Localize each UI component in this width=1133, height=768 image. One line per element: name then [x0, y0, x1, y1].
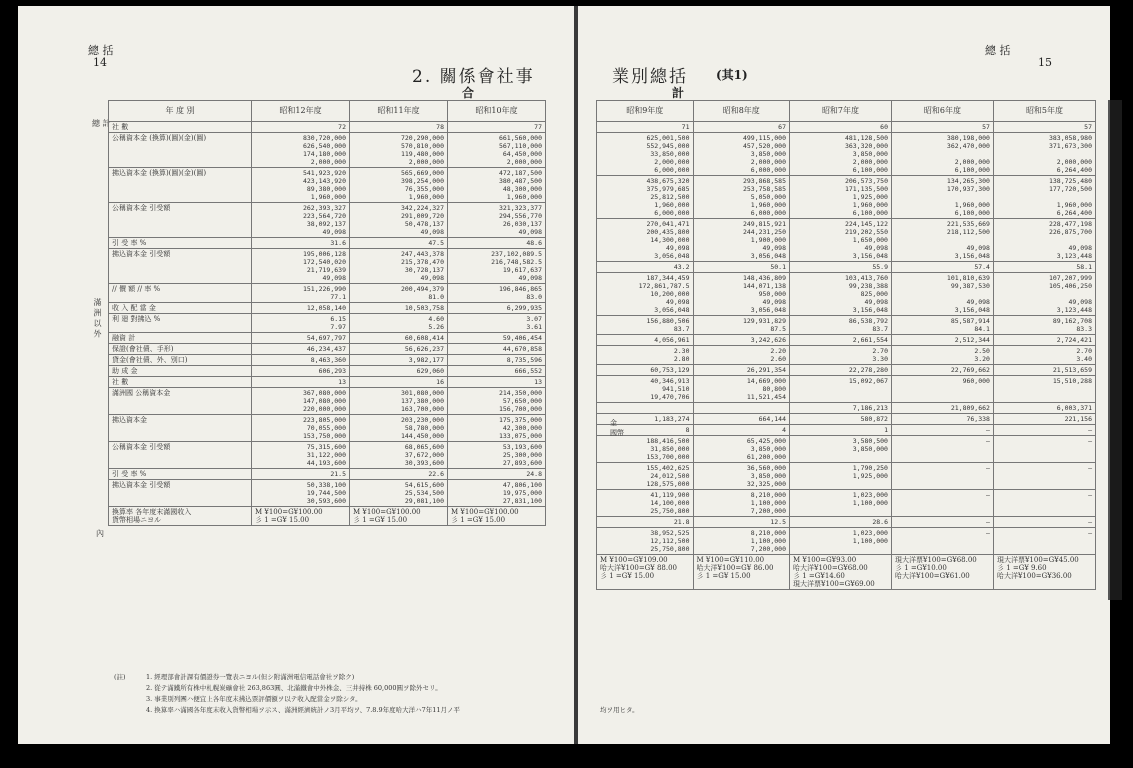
table-cell: 148,436,809 144,071,138 950,000 49,098 3,056,048 — [693, 273, 790, 316]
col-header: 昭和9年度 — [597, 101, 694, 122]
col-header: 昭和12年度 — [252, 101, 350, 122]
table-cell: — — [891, 463, 993, 490]
table-cell: 472,187,500 380,487,500 48,300,000 1,960,000 — [448, 168, 546, 203]
row-label: 拂込資本金 (換算)(圓)(金)(圓) — [109, 168, 252, 203]
table-cell: 155,402,625 24,012,500 128,575,000 — [597, 463, 694, 490]
table-cell: — — [993, 436, 1095, 463]
note-item: 1. 經理部會計課有價證券一覽表ニヨル(但シ附滿洲電信電話會社ヲ除ク) — [146, 673, 355, 681]
exchange-value: M ¥100=G¥100.00 彡 1 =G¥ 15.00 — [350, 507, 448, 526]
exchange-value: 現大洋票¥100=G¥45.00 彡 1 =G¥ 9.60 哈大洋¥100=G¥36.00 — [993, 555, 1095, 590]
table-cell: 15,510,288 — [993, 376, 1095, 403]
subtitle-left: 合 — [462, 86, 475, 100]
table-cell: 86,538,792 83.7 — [790, 316, 892, 335]
table-cell: 75,315,600 31,122,000 44,193,600 — [252, 442, 350, 469]
table-cell: 301,080,000 137,380,000 163,700,000 — [350, 388, 448, 415]
title-right: 業別總括 — [612, 67, 688, 87]
table-cell: 21,809,662 — [891, 403, 993, 414]
table-cell: 2.70 3.30 — [790, 346, 892, 365]
table-row — [109, 333, 546, 344]
title-part: (其1) — [716, 68, 748, 82]
exchange-value: M ¥100=G¥93.00 哈大洋¥100=G¥68.00 彡 1 =G¥14.60 現大洋票¥100=G¥69.00 — [790, 555, 892, 590]
table-row — [597, 365, 1096, 376]
table-cell — [693, 403, 790, 414]
left-table — [108, 100, 546, 526]
table-cell: 8,735,596 — [448, 355, 546, 366]
table-cell: 175,375,000 42,300,000 133,075,000 — [448, 415, 546, 442]
table-cell: 50,338,100 19,744,500 30,593,600 — [252, 480, 350, 507]
table-cell: 50.1 — [693, 262, 790, 273]
table-cell: 46,234,437 — [252, 344, 350, 355]
table-row — [109, 122, 546, 133]
table-cell: — — [993, 517, 1095, 528]
table-row — [597, 316, 1096, 335]
table-cell: 28.6 — [790, 517, 892, 528]
table-cell: 44,670,858 — [448, 344, 546, 355]
table-row — [597, 528, 1096, 555]
table-cell: 60,753,129 — [597, 365, 694, 376]
left-table-header — [109, 101, 546, 122]
table-row — [597, 517, 1096, 528]
table-cell: 8 — [597, 425, 694, 436]
row-label: 保證(會社債、手形) — [109, 344, 252, 355]
table-cell: 60 — [790, 122, 892, 133]
table-cell: 59,406,454 — [448, 333, 546, 344]
table-cell: 10,503,758 — [350, 303, 448, 314]
table-cell: 2,724,421 — [993, 335, 1095, 346]
side-label-total: 總 計 — [92, 119, 111, 128]
row-label: 拂込資本金 — [109, 415, 252, 442]
row-label: 社 數 — [109, 122, 252, 133]
table-row — [597, 376, 1096, 403]
table-cell: 8,463,360 — [252, 355, 350, 366]
table-cell: 187,344,459 172,861,787.5 10,200,000 49,098 3,056,048 — [597, 273, 694, 316]
row-label: 融資 計 — [109, 333, 252, 344]
row-label: 引 受 率 % — [109, 238, 252, 249]
table-cell: 72 — [252, 122, 350, 133]
note-item: 4. 換算率ハ滿國各年度末收入貨幣相場ヲ示ス、滿洲經濟統計ノ3月平均ヲ、7.8.9年度哈大洋ハ7年11月ノ平 — [146, 706, 461, 714]
table-cell: 12.5 — [693, 517, 790, 528]
table-cell: 380,198,000 362,470,000 2,000,000 6,100,000 — [891, 133, 993, 176]
exchange-value: M ¥100=G¥100.00 彡 1 =G¥ 15.00 — [252, 507, 350, 526]
row-label: 公稱資本金 (換算)(圓)(金)(圓) — [109, 133, 252, 168]
year-header-label: 年 度 別 — [109, 101, 252, 122]
col-header: 昭和11年度 — [350, 101, 448, 122]
table-row — [597, 463, 1096, 490]
table-cell: 3.07 3.61 — [448, 314, 546, 333]
table-row — [109, 366, 546, 377]
table-cell: 77 — [448, 122, 546, 133]
table-row — [597, 273, 1096, 316]
left-page-number: 14 — [93, 56, 107, 69]
exchange-row — [597, 555, 1096, 590]
row-label: 公稱資本金 引受額 — [109, 203, 252, 238]
table-cell: 13 — [448, 377, 546, 388]
table-cell: 138,725,480 177,720,500 1,960,000 6,264,400 — [993, 176, 1095, 219]
note-item: 2. 從テ滿鐵所有株中札幌炭礦會社 263,863圓、北滿鐵會中外株金、三井持株 60,000圓ヲ除外セリ。 — [146, 684, 442, 692]
table-cell: 4.60 5.26 — [350, 314, 448, 333]
table-row — [109, 480, 546, 507]
table-cell: 262,393,327 223,564,720 38,092,137 49,098 — [252, 203, 350, 238]
table-cell: 2.30 2.80 — [597, 346, 694, 365]
table-cell: 14,669,000 80,800 11,521,454 — [693, 376, 790, 403]
table-cell: 76,338 — [891, 414, 993, 425]
table-cell: 223,805,000 70,055,000 153,750,000 — [252, 415, 350, 442]
table-cell — [597, 403, 694, 414]
table-cell: 89,162,708 83.3 — [993, 316, 1095, 335]
table-row — [109, 415, 546, 442]
table-cell: 321,323,377 294,556,770 26,030,137 49,098 — [448, 203, 546, 238]
table-cell: — — [993, 528, 1095, 555]
table-cell: 22.6 — [350, 469, 448, 480]
table-cell: 606,293 — [252, 366, 350, 377]
table-row — [109, 168, 546, 203]
exchange-desc — [109, 507, 252, 526]
left-table-body — [109, 122, 546, 507]
table-cell: 830,720,000 626,540,000 174,180,000 2,000,000 — [252, 133, 350, 168]
table-cell: 12,058,140 — [252, 303, 350, 314]
exchange-value: 現大洋票¥100=G¥68.00 彡 1 =G¥10.00 哈大洋¥100=G¥61.00 — [891, 555, 993, 590]
table-cell: 720,290,000 570,810,000 119,480,000 2,000,000 — [350, 133, 448, 168]
table-row — [597, 436, 1096, 463]
row-label: // 價 額 // 率 % — [109, 284, 252, 303]
table-row — [109, 303, 546, 314]
table-cell: 47.5 — [350, 238, 448, 249]
table-cell: 1,183,274 — [597, 414, 694, 425]
table-cell: — — [993, 425, 1095, 436]
table-cell: 151,226,990 77.1 — [252, 284, 350, 303]
table-cell: 188,416,500 31,850,000 153,700,000 — [597, 436, 694, 463]
title-left: 2. 關係會社事 — [412, 67, 535, 87]
table-cell: 54,615,600 25,534,500 29,081,100 — [350, 480, 448, 507]
table-cell: 48.6 — [448, 238, 546, 249]
table-cell: 57.4 — [891, 262, 993, 273]
note-continuation: 均ヲ用ヒタ。 — [600, 706, 639, 714]
table-cell: 13 — [252, 377, 350, 388]
table-cell: 481,128,500 363,320,000 3,850,000 2,000,000 6,100,000 — [790, 133, 892, 176]
table-cell: 438,675,320 375,979,685 25,812,500 1,960,000 6,000,000 — [597, 176, 694, 219]
table-cell: 565,669,000 398,254,000 76,355,000 1,960,000 — [350, 168, 448, 203]
table-row — [109, 344, 546, 355]
table-cell: 4,056,961 — [597, 335, 694, 346]
table-row — [597, 490, 1096, 517]
table-cell: 293,868,585 253,758,585 5,050,000 1,960,000 6,000,000 — [693, 176, 790, 219]
table-cell: 1,790,250 1,925,000 — [790, 463, 892, 490]
table-cell: 16 — [350, 377, 448, 388]
col-header: 昭和10年度 — [448, 101, 546, 122]
table-row — [597, 414, 1096, 425]
table-cell: 8,210,000 1,100,000 7,200,000 — [693, 490, 790, 517]
col-header: 昭和8年度 — [693, 101, 790, 122]
col-header: 昭和5年度 — [993, 101, 1095, 122]
table-cell: — — [993, 463, 1095, 490]
table-cell: 342,224,327 291,009,720 50,478,137 49,098 — [350, 203, 448, 238]
table-cell: 580,872 — [790, 414, 892, 425]
table-cell: 6.15 7.97 — [252, 314, 350, 333]
table-cell: 67 — [693, 122, 790, 133]
notes-label: (註) — [114, 673, 126, 681]
table-cell: 38,952,525 12,112,500 25,750,800 — [597, 528, 694, 555]
table-cell: 3,242,626 — [693, 335, 790, 346]
exchange-label: 換算率 — [112, 508, 133, 516]
table-cell: 367,080,000 147,080,000 220,000,000 — [252, 388, 350, 415]
table-cell: 78 — [350, 122, 448, 133]
table-cell: 1,023,000 1,100,000 — [790, 528, 892, 555]
row-label: 社 數 — [109, 377, 252, 388]
table-cell: — — [891, 517, 993, 528]
row-label: 收 入 配 當 金 — [109, 303, 252, 314]
table-row — [109, 469, 546, 480]
table-cell: 71 — [597, 122, 694, 133]
table-cell: 85,587,914 84.1 — [891, 316, 993, 335]
table-cell: 22,769,662 — [891, 365, 993, 376]
table-row — [597, 403, 1096, 414]
table-cell: 2.20 2.60 — [693, 346, 790, 365]
table-cell: 2,661,554 — [790, 335, 892, 346]
table-row — [109, 442, 546, 469]
table-cell: 629,060 — [350, 366, 448, 377]
table-row — [597, 219, 1096, 262]
table-cell: 2.70 3.40 — [993, 346, 1095, 365]
row-label: 滿洲國 公稱資本金 — [109, 388, 252, 415]
row-label: 引 受 率 % — [109, 469, 252, 480]
table-cell: — — [891, 425, 993, 436]
row-label: 利 廻 對拂込 % — [109, 314, 252, 333]
table-cell: 1 — [790, 425, 892, 436]
table-row — [109, 249, 546, 284]
table-cell: 107,207,999 105,406,250 49,098 3,123,448 — [993, 273, 1095, 316]
table-cell: 224,145,122 219,202,550 1,650,000 49,098 3,156,048 — [790, 219, 892, 262]
table-cell: 1,023,000 1,100,000 — [790, 490, 892, 517]
table-cell: 8,210,000 1,100,000 7,200,000 — [693, 528, 790, 555]
table-cell: 55.9 — [790, 262, 892, 273]
table-row — [597, 335, 1096, 346]
table-cell: 7,186,213 — [790, 403, 892, 414]
table-cell: 21,513,659 — [993, 365, 1095, 376]
table-row — [109, 388, 546, 415]
notes-block — [114, 672, 460, 716]
table-row — [597, 122, 1096, 133]
table-row — [109, 203, 546, 238]
table-cell: 36,560,000 3,850,000 32,325,000 — [693, 463, 790, 490]
national-currency-note: 國幣 — [610, 429, 624, 437]
table-cell: 21.8 — [597, 517, 694, 528]
row-label: 拂込資本金 引受額 — [109, 249, 252, 284]
table-cell: — — [891, 528, 993, 555]
table-cell: 21.5 — [252, 469, 350, 480]
table-row — [109, 133, 546, 168]
table-cell: 196,846,865 83.0 — [448, 284, 546, 303]
table-row — [109, 377, 546, 388]
table-cell: 664,144 — [693, 414, 790, 425]
table-cell: 228,477,198 226,875,700 49,098 3,123,448 — [993, 219, 1095, 262]
table-cell: 54,697,797 — [252, 333, 350, 344]
row-label: 助 成 金 — [109, 366, 252, 377]
table-cell: 3,982,177 — [350, 355, 448, 366]
row-label: 拂込資本金 引受額 — [109, 480, 252, 507]
table-row — [597, 346, 1096, 365]
table-cell: 221,156 — [993, 414, 1095, 425]
table-cell: 249,815,921 244,231,250 1,900,000 49,098 3,056,048 — [693, 219, 790, 262]
table-cell: 203,230,000 58,780,000 144,450,000 — [350, 415, 448, 442]
table-cell: 58.1 — [993, 262, 1095, 273]
table-cell: 43.2 — [597, 262, 694, 273]
table-cell: 6,003,371 — [993, 403, 1095, 414]
row-label: 貸金(會社債、外、別口) — [109, 355, 252, 366]
table-cell: 53,193,600 25,300,000 27,893,600 — [448, 442, 546, 469]
table-row — [109, 314, 546, 333]
right-section-header: 總 括 — [985, 44, 1011, 57]
table-cell: 47,806,100 19,975,000 27,831,100 — [448, 480, 546, 507]
table-cell: 60,608,414 — [350, 333, 448, 344]
table-cell: 65,425,000 3,850,000 61,200,000 — [693, 436, 790, 463]
exchange-row — [109, 507, 546, 526]
table-cell: 15,092,067 — [790, 376, 892, 403]
table-cell: 56,626,237 — [350, 344, 448, 355]
exchange-desc-text: 各年度末滿國收入 貨幣相場ニヨル — [112, 508, 192, 524]
table-cell: 31.6 — [252, 238, 350, 249]
table-row — [109, 284, 546, 303]
table-cell: 101,810,639 99,387,530 49,098 3,156,048 — [891, 273, 993, 316]
note-item: 3. 事業別列團ハ便宜上各年度末拂込票評價額ヲ以テ收入配當金ヲ除シタ。 — [146, 695, 362, 703]
table-cell: 247,443,378 215,378,470 30,728,137 49,098 — [350, 249, 448, 284]
table-cell: 200,494,379 81.0 — [350, 284, 448, 303]
table-row — [109, 238, 546, 249]
table-cell: 214,350,000 57,650,000 156,700,000 — [448, 388, 546, 415]
table-cell: 57 — [993, 122, 1095, 133]
table-cell: 270,041,471 200,435,800 14,300,000 49,098 3,056,048 — [597, 219, 694, 262]
table-row — [109, 355, 546, 366]
right-page-number: 15 — [1038, 56, 1052, 69]
gold-note: 金 — [610, 419, 617, 427]
col-header: 昭和6年度 — [891, 101, 993, 122]
table-cell: 661,560,000 567,110,000 64,450,000 2,000,000 — [448, 133, 546, 168]
table-cell: 26,291,354 — [693, 365, 790, 376]
page-edge — [1108, 100, 1122, 600]
left-section-header: 總 括 — [88, 44, 114, 57]
side-label-inner: 內 — [96, 529, 104, 538]
table-cell: — — [891, 436, 993, 463]
table-cell: 960,000 — [891, 376, 993, 403]
table-cell: 6,299,935 — [448, 303, 546, 314]
table-cell: — — [993, 490, 1095, 517]
table-cell: 195,006,128 172,540,020 21,719,639 49,098 — [252, 249, 350, 284]
table-row — [597, 425, 1096, 436]
table-cell: 206,573,750 171,135,500 1,925,000 1,960,000 6,100,000 — [790, 176, 892, 219]
table-cell: 666,552 — [448, 366, 546, 377]
table-cell: 129,931,829 87.5 — [693, 316, 790, 335]
side-label-manchuria: 滿 洲 以 外 — [93, 298, 102, 338]
table-cell: 57 — [891, 122, 993, 133]
right-table-header — [597, 101, 1096, 122]
table-cell: 3,580,500 3,850,000 — [790, 436, 892, 463]
exchange-value: M ¥100=G¥110.00 哈大洋¥100=G¥ 86.00 彡 1 =G¥ 15.00 — [693, 555, 790, 590]
table-cell: 499,115,000 457,520,000 3,850,000 2,000,000 6,000,000 — [693, 133, 790, 176]
subtitle-right: 計 — [672, 86, 685, 100]
right-table — [596, 100, 1096, 590]
exchange-value: M ¥100=G¥100.00 彡 1 =G¥ 15.00 — [448, 507, 546, 526]
table-cell: 221,535,669 218,112,500 49,098 3,156,048 — [891, 219, 993, 262]
table-row — [597, 262, 1096, 273]
table-cell: 2.50 3.20 — [891, 346, 993, 365]
table-cell: — — [891, 490, 993, 517]
right-table-body — [597, 122, 1096, 555]
table-cell: 24.8 — [448, 469, 546, 480]
table-cell: 103,413,760 99,238,388 825,000 49,098 3,156,048 — [790, 273, 892, 316]
table-cell: 134,265,300 170,937,300 1,960,000 6,100,000 — [891, 176, 993, 219]
table-row — [597, 133, 1096, 176]
table-cell: 40,346,913 941,510 19,470,706 — [597, 376, 694, 403]
table-cell: 41,119,900 14,100,000 25,750,800 — [597, 490, 694, 517]
table-cell: 2,512,344 — [891, 335, 993, 346]
table-cell: 237,102,089.5 216,748,582.5 19,617,637 49,098 — [448, 249, 546, 284]
row-label: 公稱資本金 引受額 — [109, 442, 252, 469]
col-header: 昭和7年度 — [790, 101, 892, 122]
table-row — [597, 176, 1096, 219]
table-cell: 541,923,920 423,143,920 89,380,000 1,960,000 — [252, 168, 350, 203]
table-cell: 625,001,500 552,945,000 33,850,000 2,000,000 6,000,000 — [597, 133, 694, 176]
table-cell: 156,880,506 83.7 — [597, 316, 694, 335]
table-cell: 383,058,980 371,673,300 2,000,000 6,264,400 — [993, 133, 1095, 176]
table-cell: 68,065,600 37,672,000 30,393,600 — [350, 442, 448, 469]
exchange-value: M ¥100=G¥109.00 哈大洋¥100=G¥ 88.00 彡 1 =G¥ 15.00 — [597, 555, 694, 590]
table-cell: 4 — [693, 425, 790, 436]
table-cell: 22,278,280 — [790, 365, 892, 376]
